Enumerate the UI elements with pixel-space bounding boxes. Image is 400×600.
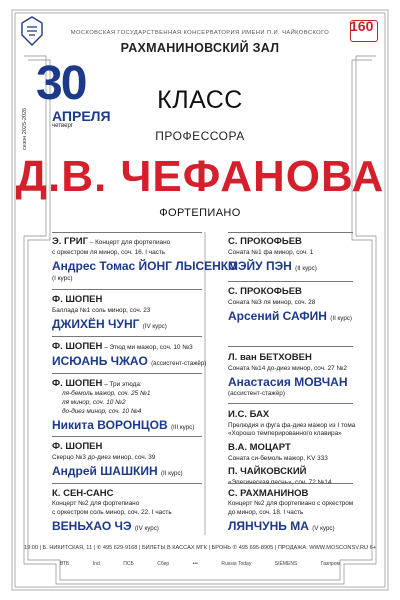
divider	[52, 289, 202, 290]
work-title: до-диез минор, соч. 10 №4	[62, 408, 142, 415]
work-title: Концерт №2 для фортепиано с оркестром	[228, 500, 354, 507]
title-professor: ПРОФЕССОРА	[155, 129, 245, 143]
work-title: с оркестром ля минор, соч. 16. I часть	[52, 249, 166, 256]
sponsor-logo: Russia Today	[221, 561, 252, 567]
work-title: Соната №14 до-диез минор, соч. 27 №2	[228, 365, 347, 372]
divider	[52, 336, 202, 337]
concert-day: 30	[36, 57, 86, 110]
performer-name: Андрес Томас ЙОНГ ЛЫСЕНКО	[52, 259, 238, 273]
performer-course: (ассистент-стажёр)	[228, 390, 285, 397]
sponsor-logo: •••	[192, 561, 198, 567]
program-item-composer: Ф. ШОПЕН	[52, 441, 103, 452]
work-title: ля минор, соч. 10 №2	[62, 399, 126, 406]
performer-name: ВЕНЬХАО ЧЭ (IV курс)	[52, 519, 159, 533]
performer-name: Анастасия МОВЧАН	[228, 375, 348, 389]
work-title: ля-бемоль мажор, соч. 25 №1	[62, 390, 151, 397]
divider	[228, 403, 353, 404]
divider	[228, 281, 353, 282]
program-item-composer: Ф. ШОПЕН – Этюд ми мажор, соч. 10 №3	[52, 341, 193, 352]
program-item-composer: С. ПРОКОФЬЕВ	[228, 286, 302, 297]
hall-name: РАХМАНИНОВСКИЙ ЗАЛ	[120, 41, 280, 55]
organization-name: МОСКОВСКАЯ ГОСУДАРСТВЕННАЯ КОНСЕРВАТОРИЯ ИМЕНИ П.И. ЧАЙКОВСКОГО	[70, 30, 330, 36]
program-item-composer: С. ПРОКОФЬЕВ	[228, 236, 302, 247]
work-title: Концерт №2 для фортепиано	[52, 500, 140, 507]
performer-name: МЭЙУ ПЭН (II курс)	[228, 259, 317, 273]
sponsor-logo: ПСБ	[123, 561, 134, 567]
divider	[228, 346, 353, 347]
work-title: Соната №1 фа минор, соч. 1	[228, 249, 314, 256]
divider	[52, 483, 202, 484]
performer-name: ИСЮАНЬ ЧЖАО (ассистент-стажёр)	[52, 354, 207, 368]
divider	[228, 483, 353, 484]
performer-course: (I курс)	[52, 275, 73, 282]
title-class: КЛАСС	[157, 86, 243, 114]
work-title: с оркестром соль минор, соч. 22. I часть	[52, 509, 172, 516]
divider	[228, 232, 353, 233]
sponsor-logo: Ind	[92, 561, 100, 567]
divider	[52, 373, 202, 374]
performer-name: Андрей ШАШКИН (II курс)	[52, 464, 183, 478]
instrument-label: ФОРТЕПИАНО	[159, 207, 241, 219]
work-title: Баллада №1 соль минор, соч. 23	[52, 307, 151, 314]
sponsor-logo: Газпром	[320, 561, 340, 567]
sponsor-logo: SIEMENS	[274, 561, 298, 567]
work-title: Соната си-бемоль мажор, KV 333	[228, 455, 328, 462]
work-title: «Хорошо темперированного клавира»	[228, 430, 342, 437]
anniversary-label: 160	[350, 18, 374, 34]
program-item-composer: Ф. ШОПЕН	[52, 294, 103, 305]
professor-name: Д.В. ЧЕФАНОВА	[15, 152, 385, 201]
program-item-composer: К. СЕН-САНС	[52, 488, 114, 499]
program-item-composer: И.С. БАХ	[228, 409, 270, 420]
program-item-composer: В.А. МОЦАРТ	[228, 442, 291, 453]
sponsor-logo: ВТБ	[60, 561, 70, 567]
work-title: Соната №3 ля минор, соч. 28	[228, 299, 316, 306]
divider	[52, 436, 202, 437]
season-label: сезон 2025-2026	[22, 107, 28, 150]
work-title: Скерцо №3 до-диез минор, соч. 39	[52, 454, 156, 461]
concert-month: АПРЕЛЯ	[52, 108, 111, 124]
performer-name: Арсений САФИН (II курс)	[228, 309, 352, 323]
concert-weekday: четверг	[52, 123, 73, 129]
performer-name: ЛЯНЧУНЬ МА (V курс)	[228, 519, 335, 533]
performer-name: ДЖИХЁН ЧУНГ (IV курс)	[52, 317, 167, 331]
divider	[52, 232, 202, 233]
program-item-composer: Л. ван БЕТХОВЕН	[228, 352, 312, 363]
sponsor-logo: Сбер	[157, 561, 170, 567]
program-item-composer: Э. ГРИГ – Концерт для фортепиано	[52, 236, 171, 247]
sponsor-logos	[60, 561, 340, 567]
program-item-composer: Ф. ШОПЕН – Три этюда:	[52, 378, 142, 389]
footer-info: 19:00 | Б. НИКИТСКАЯ, 11 | ✆ 495 629-9168 | БИЛЕТЫ В КАССАХ МГК | БРОНЬ ✆ 495 695-8905 | ПРОДАЖА: WWW.MOSCONSV.RU 6+	[24, 545, 376, 551]
program-item-composer: П. ЧАЙКОВСКИЙ	[228, 466, 307, 477]
performer-name: Никита ВОРОНЦОВ (III курс)	[52, 418, 195, 432]
work-title: до минор, соч. 18. I часть	[228, 509, 304, 516]
work-title: Прелюдия и фуга фа-диез мажор из I тома	[228, 422, 356, 429]
program-item-composer: С. РАХМАНИНОВ	[228, 488, 309, 499]
